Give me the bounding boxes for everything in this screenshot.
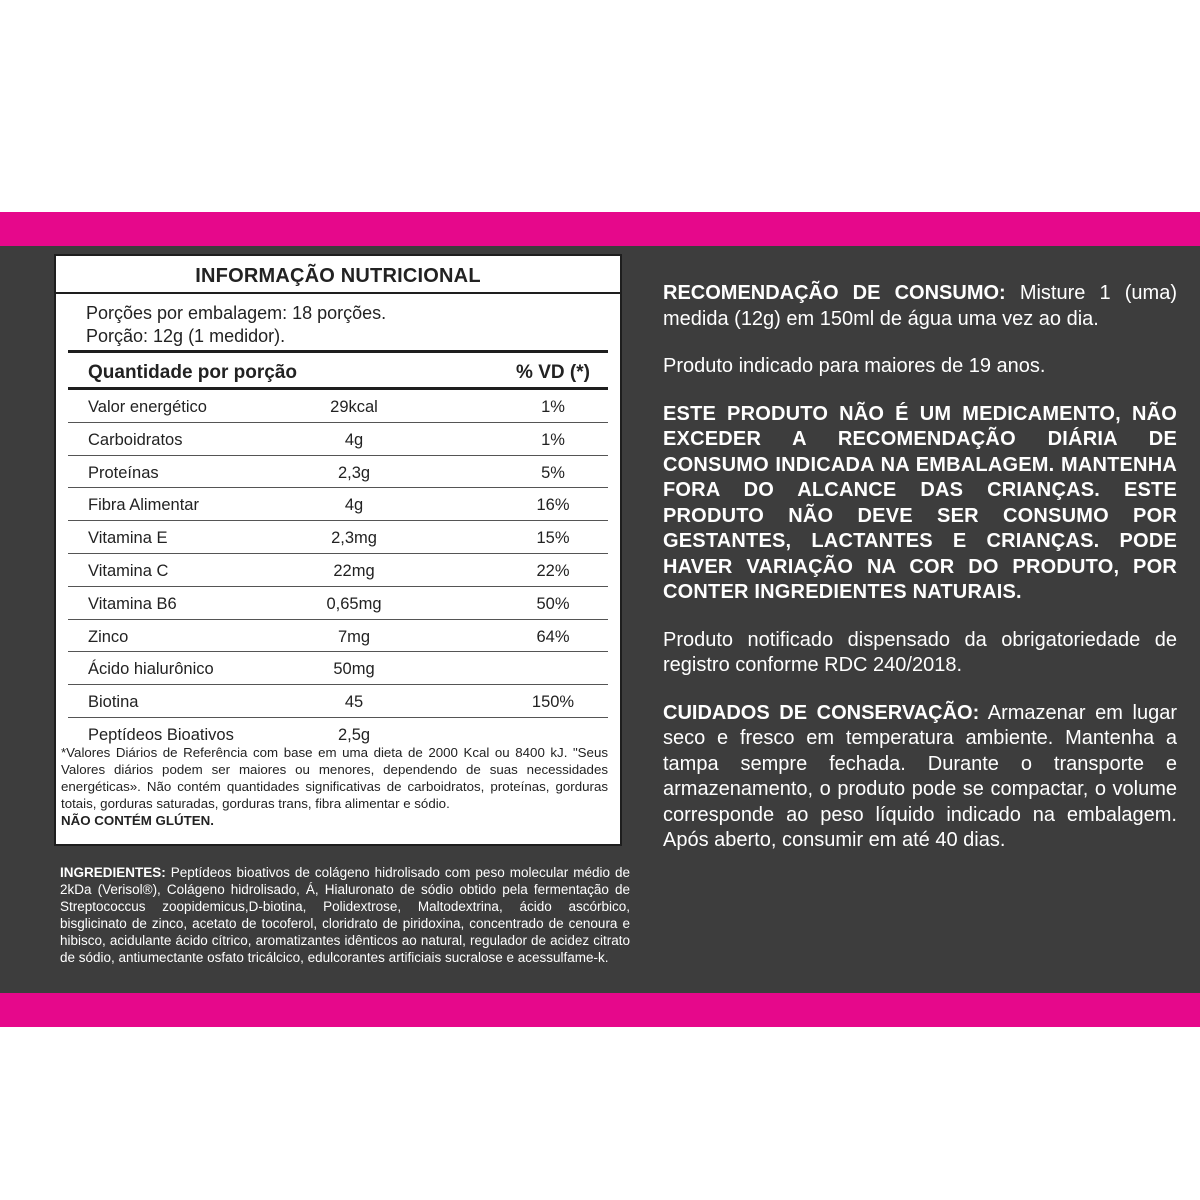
nutrient-quantity: 22mg bbox=[333, 561, 375, 580]
table-row bbox=[68, 554, 608, 587]
nutrition-facts-table bbox=[54, 254, 622, 846]
nutrient-quantity: 45 bbox=[344, 693, 364, 712]
nutrient-quantity: 4g bbox=[344, 430, 364, 449]
nutrient-name: Ácido hialurônico bbox=[88, 660, 214, 679]
ingredients-block bbox=[60, 864, 630, 966]
table-row bbox=[68, 620, 608, 653]
ingredients-label: INGREDIENTES: bbox=[60, 865, 166, 880]
nutrient-quantity: 2,3g bbox=[337, 463, 371, 482]
notified-statement: Produto notificado dispensado da obrigatoriedade de registro conforme RDC 240/2018. bbox=[663, 628, 1177, 676]
serving-size: Porção: 12g (1 medidor). bbox=[86, 326, 286, 346]
warning-statement: ESTE PRODUTO NÃO É UM MEDICAMENTO, NÃO EXCEDER A RECOMENDAÇÃO DIÁRIA DE CONSUMO INDICADA NA EMBALAGEM. MANTENHA FORA DO ALCANCE DAS CRIANÇAS. ESTE PRODUTO NÃO DEVE SER CONSUMO POR GESTANTES, LACTANTES E CRIANÇAS. PODE HAVER VARIAÇÃO NA COR DO PRODUTO, POR CONTER INGREDIENTES NATURAIS. bbox=[663, 402, 1177, 603]
nutrition-footnote bbox=[61, 744, 608, 829]
footnote-text: *Valores Diários de Referência com base em uma dieta de 2000 Kcal ou 8400 kJ. "Seus Valores diários podem ser maiores ou menores, dependendo de suas necessidades energéticas». Não contém quantidades significativas de carboidratos, proteínas, gorduras totais, gorduras saturadas, gorduras trans, fibra alimentar e sódio. bbox=[61, 745, 608, 811]
nutrition-title: INFORMAÇÃO NUTRICIONAL bbox=[56, 256, 620, 294]
recommendation-label: RECOMENDAÇÃO DE CONSUMO: bbox=[663, 282, 1006, 304]
nutrient-name: Proteínas bbox=[88, 463, 159, 482]
table-row bbox=[68, 390, 608, 423]
nutrient-name: Vitamina B6 bbox=[88, 594, 177, 613]
nutrient-dv: 15% bbox=[536, 529, 570, 548]
table-row bbox=[68, 488, 608, 521]
nutrient-dv: 64% bbox=[536, 627, 570, 646]
nutrient-name: Vitamina E bbox=[88, 529, 168, 548]
nutrient-name: Fibra Alimentar bbox=[88, 496, 199, 515]
nutrient-name: Biotina bbox=[88, 693, 139, 712]
nutrient-dv: 1% bbox=[541, 398, 565, 416]
storage bbox=[663, 701, 1177, 854]
nutrient-dv: 22% bbox=[536, 561, 570, 580]
nutrient-table bbox=[68, 350, 608, 750]
recommendation-text: Misture 1 (uma) medida (12g) em 150ml de água uma vez ao dia. bbox=[663, 282, 1177, 330]
header-dv: % VD (*) bbox=[516, 362, 590, 383]
age-statement: Produto indicado para maiores de 19 anos. bbox=[663, 355, 1046, 377]
top-pink-band bbox=[0, 212, 1200, 246]
portion-info bbox=[56, 294, 620, 346]
nutrient-name: Zinco bbox=[88, 627, 129, 646]
table-row bbox=[68, 456, 608, 489]
nutrient-quantity: 29kcal bbox=[330, 398, 378, 416]
nutrient-quantity: 2,5g bbox=[337, 725, 371, 744]
recommendation bbox=[663, 281, 1177, 332]
nutrient-quantity: 7mg bbox=[337, 627, 371, 646]
table-row bbox=[68, 652, 608, 685]
nutrient-dv: 16% bbox=[536, 496, 570, 515]
nutrient-dv: 5% bbox=[541, 463, 565, 482]
ingredients-text: Peptídeos bioativos de colágeno hidrolisado com peso molecular médio de 2kDa (Verisol®), Colágeno hidrolisado, Á, Hialuronato de sódio obtido pela fermentação de Streptococcus zoopidemicus,D-biotina, Polidextrose, Maltodextrina, ácido ascórbico, bisglicinato de zinco, acetato de tocoferol, cloridrato de piridoxina, concentrado de cenoura e hibisco, acidulante ácido cítrico, aromatizantes idênticos ao natural, regulador de acidez citrato de sódio, antiumectante osfato tricálcico, edulcorantes artificiais sucralose e acessulfame-k. bbox=[60, 865, 630, 965]
nutrient-name: Valor energético bbox=[88, 398, 207, 416]
gluten-statement: NÃO CONTÉM GLÚTEN. bbox=[61, 813, 214, 828]
storage-label: CUIDADOS DE CONSERVAÇÃO: bbox=[663, 701, 980, 724]
nutrient-name: Vitamina C bbox=[88, 561, 169, 580]
table-row bbox=[68, 521, 608, 554]
instructions-column bbox=[663, 281, 1177, 854]
nutrient-quantity: 50mg bbox=[333, 660, 375, 679]
nutrient-name: Carboidratos bbox=[88, 430, 183, 449]
nutrient-quantity: 0,65mg bbox=[326, 594, 382, 613]
servings-per-package: Porções por embalagem: 18 porções. bbox=[86, 303, 387, 323]
storage-text: Armazenar em lugar seco e fresco em temperatura ambiente. Mantenha a tampa sempre fechada. Durante o transporte e armazenamento, o produto pode se compactar, o volume corresponde ao peso líquido indicado na embalagem. Após aberto, consumir em até 40 dias. bbox=[663, 701, 1177, 851]
nutrient-rows bbox=[68, 390, 608, 750]
table-row bbox=[68, 587, 608, 620]
nutrient-dv: 150% bbox=[531, 693, 575, 712]
nutrient-quantity: 2,3mg bbox=[331, 529, 377, 548]
nutrient-quantity: 4g bbox=[344, 496, 364, 515]
nutrient-dv: 1% bbox=[541, 430, 565, 449]
bottom-pink-band bbox=[0, 993, 1200, 1027]
table-row bbox=[68, 423, 608, 456]
table-header bbox=[68, 350, 608, 390]
nutrient-dv: 50% bbox=[536, 594, 570, 613]
table-row bbox=[68, 685, 608, 718]
header-quantity: Quantidade por porção bbox=[88, 362, 298, 383]
nutrient-name: Peptídeos Bioativos bbox=[88, 725, 234, 744]
